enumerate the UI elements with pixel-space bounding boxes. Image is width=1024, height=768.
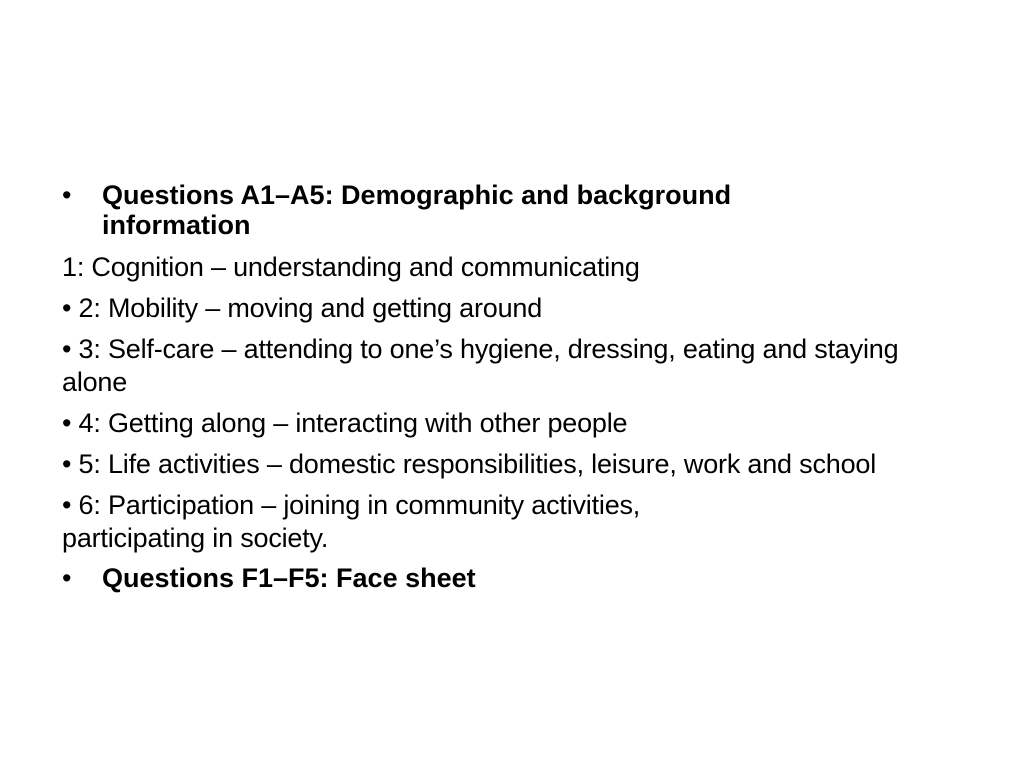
item-life-activities: • 5: Life activities – domestic responsibilities, leisure, work and school bbox=[62, 449, 877, 479]
bullet-text: Questions F1–F5: Face sheet bbox=[102, 563, 476, 593]
item-participation: • 6: Participation – joining in community activities, participating in society. bbox=[62, 490, 641, 553]
item-getting-along: • 4: Getting along – interacting with other people bbox=[62, 408, 628, 438]
bullet-item-face-sheet bbox=[62, 563, 962, 593]
item-cognition: 1: Cognition – understanding and communicating bbox=[62, 252, 640, 282]
bullet-text: Questions A1–A5: Demographic and background information bbox=[102, 180, 732, 240]
item-self-care: • 3: Self-care – attending to one’s hygiene, dressing, eating and staying alone bbox=[62, 334, 899, 397]
item-mobility: • 2: Mobility – moving and getting around bbox=[62, 293, 543, 323]
slide-body bbox=[62, 180, 962, 604]
bullet-glyph: • bbox=[62, 563, 72, 593]
bullet-item-demographics bbox=[62, 180, 962, 240]
bullet-glyph: • bbox=[62, 180, 72, 210]
